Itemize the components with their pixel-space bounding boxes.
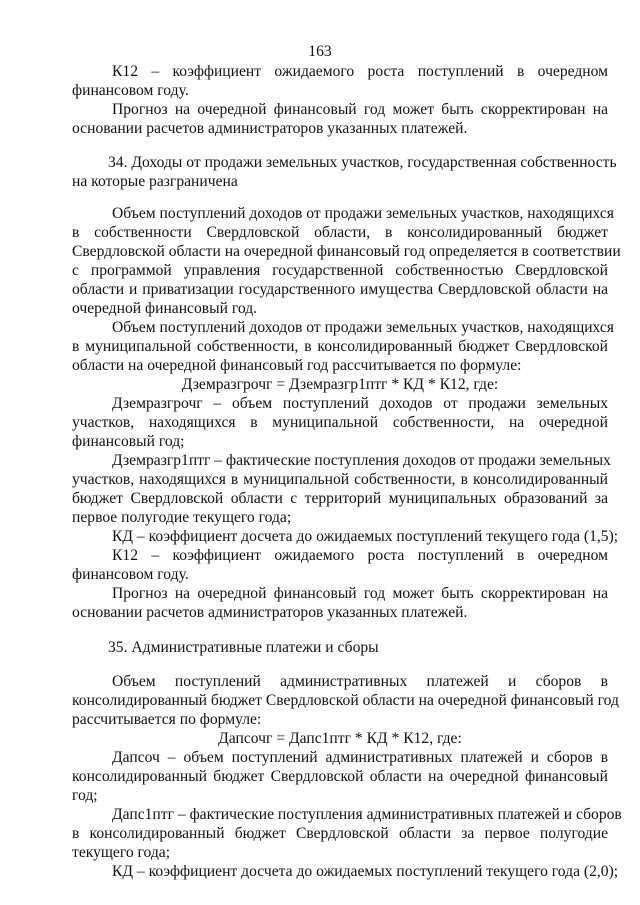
- text-line: области на очередной финансовый год рассчитывается по формуле:: [72, 357, 522, 374]
- text-line: Объем поступлений доходов от продажи земельных участков, находящихся: [112, 319, 614, 336]
- text-line: Дапсоч – объем поступлений административных платежей и сборов в: [112, 749, 608, 766]
- text-line: рассчитывается по формуле:: [72, 711, 262, 728]
- text-line: основании расчетов администраторов указанных платежей.: [72, 120, 468, 137]
- text-line: в консолидированный бюджет Свердловской области за первое полугодие: [72, 825, 608, 842]
- text-line: консолидированный бюджет Свердловской области на очередной финансовый: [72, 768, 608, 785]
- text-line: очередной финансовый год.: [72, 300, 258, 317]
- text-line: первое полугодие текущего года;: [72, 509, 292, 526]
- text-line: участков, находящихся в муниципальной собственности, в консолидированный: [72, 471, 608, 488]
- text-line: бюджет Свердловской области с территорий муниципальных образований за: [72, 490, 608, 507]
- text-line: с программой управления государственной собственностью Свердловской: [72, 262, 608, 279]
- text-line: К12 – коэффициент ожидаемого роста поступлений в очередном: [112, 547, 608, 564]
- text-line: Свердловской области на очередной финансовый год определяется в соответствии: [72, 243, 621, 260]
- text-line: К12 – коэффициент ожидаемого роста поступлений в очередном: [112, 63, 608, 80]
- text-line: консолидированный бюджет Свердловской области на очередной финансовый год: [72, 692, 619, 709]
- text-line: текущего года;: [72, 844, 171, 861]
- text-line: КД – коэффициент досчета до ожидаемых поступлений текущего года (2,0);: [112, 863, 619, 880]
- text-line: области и приватизации государственного имущества Свердловской области на: [72, 281, 608, 298]
- text-line: КД – коэффициент досчета до ожидаемых поступлений текущего года (1,5);: [112, 528, 619, 545]
- page-number: 163: [308, 43, 332, 60]
- text-line: финансовом году.: [72, 82, 189, 99]
- text-line: год;: [72, 787, 98, 804]
- section-heading: 35. Административные платежи и сборы: [108, 639, 379, 656]
- text-line: участков, находящихся в муниципальной собственности, на очередной: [72, 414, 608, 431]
- text-line: в муниципальной собственности, в консолидированный бюджет Свердловской: [72, 338, 608, 355]
- text-line: Дапс1птг – фактические поступления административных платежей и сборов: [112, 806, 622, 823]
- section-heading: 34. Доходы от продажи земельных участков, государственная собственность: [108, 154, 617, 171]
- text-line: основании расчетов администраторов указанных платежей.: [72, 604, 468, 621]
- section-heading: на которые разграничена: [72, 173, 238, 190]
- text-line: Объем поступлений административных платежей и сборов в: [112, 673, 608, 690]
- text-line: финансовый год;: [72, 433, 185, 450]
- formula: Дапсочг = Дапс1птг * КД * К12, где:: [218, 730, 462, 747]
- formula: Дземразгрочг = Дземразгр1птг * КД * К12, где:: [181, 376, 499, 393]
- text-line: Прогноз на очередной финансовый год может быть скорректирован на: [112, 101, 608, 118]
- text-line: Объем поступлений доходов от продажи земельных участков, находящихся: [112, 205, 614, 222]
- text-line: в собственности Свердловской области, в консолидированный бюджет: [72, 224, 608, 241]
- text-line: финансовом году.: [72, 566, 189, 583]
- text-line: Дземразгр1птг – фактические поступления доходов от продажи земельных: [112, 452, 611, 469]
- text-line: Дземразгрочг – объем поступлений доходов от продажи земельных: [112, 395, 608, 412]
- text-line: Прогноз на очередной финансовый год может быть скорректирован на: [112, 585, 608, 602]
